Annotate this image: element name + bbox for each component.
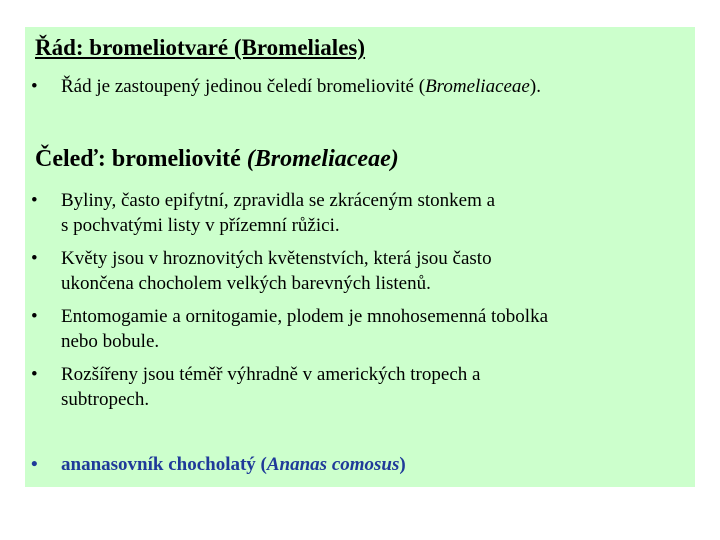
order-bullet-item [31,74,681,99]
family-heading-text: Čeleď: bromeliovité [35,146,247,172]
list-item [31,362,681,412]
example-latin: Ananas comosus [266,454,400,475]
example-list [31,452,681,477]
slide-panel [25,27,695,487]
example-item [31,452,681,477]
list-item [31,304,681,354]
list-item-text: Květy jsou v hroznovitých květenstvích, která jsou často ukončena chocholem velkých barevných listenů. [61,248,492,294]
order-bullet-text: Řád je zastoupený jedinou čeledí bromeliovité ( [61,76,426,97]
example-tail: ) [399,454,406,475]
order-heading: Řád: bromeliotvaré (Bromeliales) [35,35,366,60]
family-heading [35,146,399,173]
example-text: ananasovník chocholatý ( [61,454,267,475]
order-bullet-tail: ). [529,76,541,97]
list-item [31,246,681,296]
order-bullet-latin: Bromeliaceae [425,76,530,97]
bullet-icon: • [31,306,38,327]
bullet-icon: • [31,364,38,385]
list-item-text: Rozšířeny jsou téměř výhradně v amerických tropech a subtropech. [61,364,481,410]
list-item-text: Byliny, často epifytní, zpravidla se zkráceným stonkem a s pochvatými listy v přízemní růžici. [61,190,496,236]
order-bullet-list [31,74,681,99]
list-item [31,188,681,238]
family-heading-latin: (Bromeliaceae) [246,146,399,172]
bullet-icon: • [31,454,38,475]
bullet-icon: • [31,76,38,97]
bullet-icon: • [31,248,38,269]
family-bullet-list [31,188,681,412]
bullet-icon: • [31,190,38,211]
list-item-text: Entomogamie a ornitogamie, plodem je mnohosemenná tobolka nebo bobule. [61,306,549,352]
